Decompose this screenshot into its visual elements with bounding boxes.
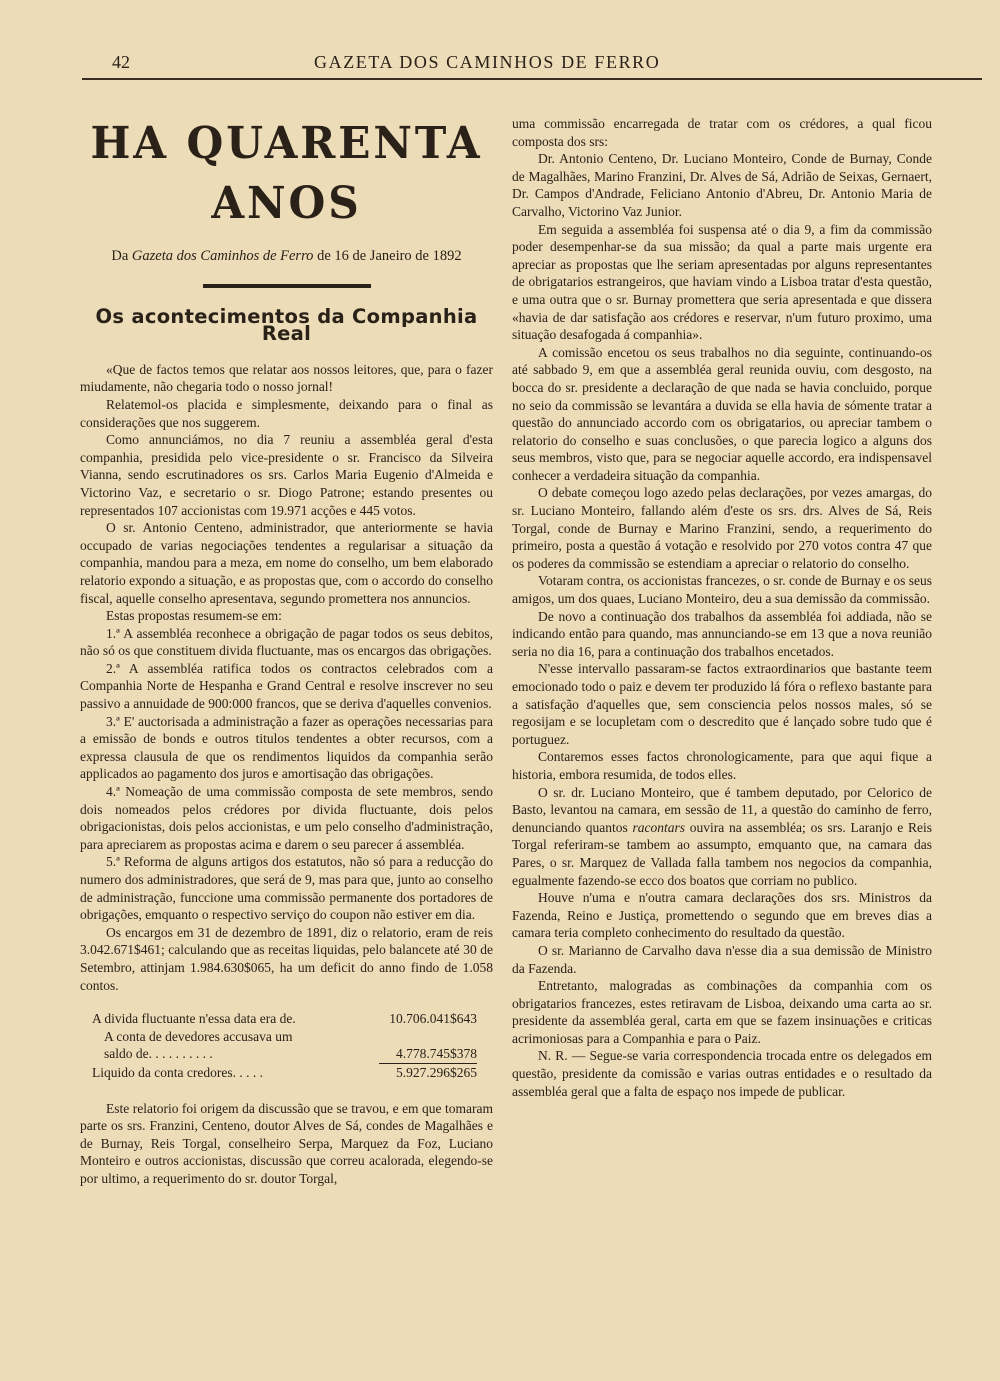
ledger-label: A divida fluctuante n'essa data era de. <box>92 1011 296 1027</box>
ledger-label: Liquido da conta credores. . . . . <box>92 1064 263 1080</box>
left-column <box>80 112 493 1188</box>
article-source <box>80 248 493 266</box>
paragraph: 4.ª Nomeação de uma commissão composta de sete membros, sendo dois nomeados pelos crédores por divida fluctuante, dois pelos obrigacionistas, dois pelos accionistas, e um pelo conselho d'administração, para apreciarem as propostas acima e darem o seu parecer á assembléa. <box>80 784 493 852</box>
paragraph: 2.ª A assembléa ratifica todos os contractos celebrados com a Companhia Norte de Hespanha e Grand Central e resolve inscrever no seu passivo a annuidade de 900:000 francos, que se deriva d'aquelles convenios. <box>80 660 493 712</box>
ledger-row <box>92 1045 477 1064</box>
paragraph: Houve n'uma e n'outra camara declarações dos srs. Ministros da Fazenda, Reino e Justiça, promettendo o segundo que em breves dias a camara teria completo conhecimento do resultado da questão. <box>512 890 932 941</box>
ledger-amount: 4.778.745$378 <box>379 1045 477 1064</box>
ledger-row <box>92 1064 477 1082</box>
paragraph: Dr. Antonio Centeno, Dr. Luciano Monteiro, Conde de Burnay, Conde de Magalhães, Marino Franzini, Dr. Alves de Sá, Adrião de Seixas, Gernaert, Dr. Campos d'Andrade, Feliciano Antonio d'Abreu, Dr. Antonio Maria de Carvalho, Victorino Vaz Junior. <box>512 151 932 219</box>
paragraph: uma commissão encarregada de tratar com os crédores, a qual ficou composta dos srs: <box>512 116 932 149</box>
paragraph: N'esse intervallo passaram-se factos extraordinarios que bastante teem emocionado todo o paiz e devem ter produzido lá fóra o reflexo bastante para a satisfação d'aquelles que, sem consciencia pelos nossos males, só se regosijam e se locupletam com o descredito que é lançado sobre tudo que é portuguez. <box>512 661 932 747</box>
paragraph: Este relatorio foi origem da discussão que se travou, e em que tomaram parte os srs. Franzini, Centeno, doutor Alves de Sá, condes de Magalhães e de Burnay, Reis Torgal, conselheiro Serpa, Marquez da Foz, Luciano Monteiro e outros accionistas, discussão que correu acalorada, elegendo-se por ultimo, a requerimento do sr. doutor Torgal, <box>80 1100 493 1186</box>
paragraph: O sr. dr. Luciano Monteiro, que é tambem deputado, por Celorico de Basto, levantou na camara, em sessão de 11, a questão do caminho de ferro, denunciando quantos racontars ouvira na assembléa; os srs. Laranjo e Reis Torgal referiram-se tambem ao assumpto, emquanto que, na camara das Pares, o sr. Marquez de Vallada falla tambem nos negocios da companhia, egualmente fazendo-se ecco dos boatos que corriam no publico. <box>512 784 932 888</box>
page-number: 42 <box>112 52 130 72</box>
ledger-label: saldo de. . . . . . . . . . <box>104 1046 213 1062</box>
paragraph: Contaremos esses factos chronologicamente, para que aqui fique a historia, embora resumida, de todos elles. <box>512 749 932 782</box>
article-headline: Os acontecimentos da Companhia Real <box>95 304 478 346</box>
paragraph: Em seguida a assembléa foi suspensa até o dia 9, a fim da commissão poder desempenhar-se da sua missão; da qual a parte mais urgente era apreciar as propostas que lhe seriam apresentadas por alguns representantes de obrigatarios estrangeiros, que haviam vindo a Lisboa tratar d'esta questão, e uma outra que o sr. Burnay promettera que seria apresentada e que dissera «havia de dar satisfação aos crédores e reservar, n'um futuro proximo, uma situação desafogada á companhia». <box>512 221 932 343</box>
ledger-amount: 10.706.041$643 <box>389 1011 477 1027</box>
paragraph: O sr. Marianno de Carvalho dava n'esse dia a sua demissão de Ministro da Fazenda. <box>512 942 932 976</box>
paragraph: A comissão encetou os seus trabalhos no dia seguinte, continuando-os até sabbado 9, em que a assembléa geral reunida ouviu, com desgosto, na bocca do sr. presidente a declaração de que nada se havia concluido, porque no seio da commissão se levantára a duvida se ella havia de sómente tratar a questão do annunciado accordo com os obrigatarios, ou apreciar tambem o relatorio do conselho e suas conclusões, o que parecia logico a alguns dos seus membros, visto que, para se negociar aquelle accordo, era indispensavel conhecer a verdadeira situação da companhia. <box>512 344 932 483</box>
paragraph: O sr. Antonio Centeno, administrador, que anteriormente se havia occupado de varias negociações tendentes a regularisar a situação da companhia, mandou para a meza, em nome do conselho, um bem elaborado relatorio expondo a situação, e as propostas que, com o accordo do conselho fiscal, aquelle conselho apresentava, segundo promettera nos annuncios. <box>80 520 493 606</box>
paragraph: N. R. — Segue-se varia correspondencia trocada entre os delegados em questão, presidente da comissão e varias outras entidades e o resultado da assembléa geral que a falta de espaço nos impede de publicar. <box>512 1048 932 1099</box>
paragraph: 1.ª A assembléa reconhece a obrigação de pagar todos os seus debitos, não só os que constituem divida fluctuante, mas os encargos das obrigações. <box>80 625 493 659</box>
paragraph: 3.ª E' auctorisada a administração a fazer as operações necessarias para a emissão de bonds e outros titulos tendentes a obter recursos, com a expressa clausula de que os rendimentos liquidos da companhia serão applicados ao pagamento dos juros e amortisação das obrigações. <box>80 713 493 782</box>
paragraph: «Que de factos temos que relatar aos nossos leitores, que, para o fazer miudamente, não chegaria todo o nosso jornal! <box>80 361 493 395</box>
running-header <box>82 48 982 80</box>
article-title: HA QUARENTA ANOS <box>90 118 483 229</box>
paragraph: 5.ª Reforma de alguns artigos dos estatutos, não só para a reducção do numero dos administradores, que será de 9, mas para que, junto ao conselho de administração, funccione uma commissão permanente dos portadores de obrigações, emquanto o respectivo serviço do coupon não estiver em dia. <box>80 854 493 923</box>
paragraph: Os encargos em 31 de dezembro de 1891, diz o relatorio, eram de reis 3.042.671$461; calculando que as receitas liquidas, pelo balancete até 30 de Setembro, attinjam 1.984.630$065, ha um deficit do anno findo de 1.058 contos. <box>80 924 493 993</box>
ledger-row <box>92 1010 477 1028</box>
italic-term: racontars <box>632 819 686 835</box>
source-prefix: Da <box>111 248 132 264</box>
paragraph: De novo a continuação dos trabalhos da assembléa foi addiada, não se indicando então para quando, mas annunciando-se em 13 que a nova reunião seria no dia 16, para a continuação dos trabalhos encetados. <box>512 608 932 659</box>
paragraph: Como annunciámos, no dia 7 reuniu a assembléa geral d'esta companhia, presidida pelo vice-presidente o sr. Francisco da Silveira Vianna, sendo escrutinadores os srs. Carlos Maria Eugenio d'Almeida e Victorino Vaz, e secretario o sr. Diogo Patrone; estando presentes ou representados 107 accionistas com 19.971 acções e 445 votos. <box>80 432 493 518</box>
paragraph: Entretanto, malogradas as combinações da companhia com os obrigatarios francezes, estes retiravam de Lisboa, deixando uma carta ao sr. presidente da assembléa geral, carta em que se fazem insinuações e criticas acrimoniosas para a Companhia e para o Paiz. <box>512 978 932 1046</box>
title-rule <box>203 284 371 288</box>
ledger-label: A conta de devedores accusava um <box>104 1028 293 1044</box>
paragraph: Relatemol-os placida e simplesmente, deixando para o final as considerações que nos suggerem. <box>80 396 493 430</box>
ledger-row <box>92 1028 477 1046</box>
right-column <box>512 115 932 1100</box>
source-date: de 16 de Janeiro de 1892 <box>313 248 462 264</box>
accounts-ledger <box>92 1010 477 1081</box>
paragraph: O debate começou logo azedo pelas declarações, por vezes amargas, do sr. Luciano Monteiro, fallando além d'este os srs. drs. Alves de Sá, Reis Torgal, conde de Burnay e Marino Franzini, sendo, a requerimento do primeiro, posta a questão á votação e resolvido por 270 votos contra 47 que os poderes da commissão se estendiam a apreciar o relatorio do conselho. <box>512 485 932 571</box>
paragraph: Estas propostas resumem-se em: <box>106 608 282 624</box>
source-journal-name: Gazeta dos Caminhos de Ferro <box>131 248 314 264</box>
ledger-amount: 5.927.296$265 <box>396 1064 477 1080</box>
paragraph: Votaram contra, os accionistas francezes, o sr. conde de Burnay e os seus amigos, um dos quaes, Luciano Monteiro, deu a sua demissão da commissão. <box>512 573 932 607</box>
journal-title: GAZETA DOS CAMINHOS DE FERRO <box>314 52 661 72</box>
